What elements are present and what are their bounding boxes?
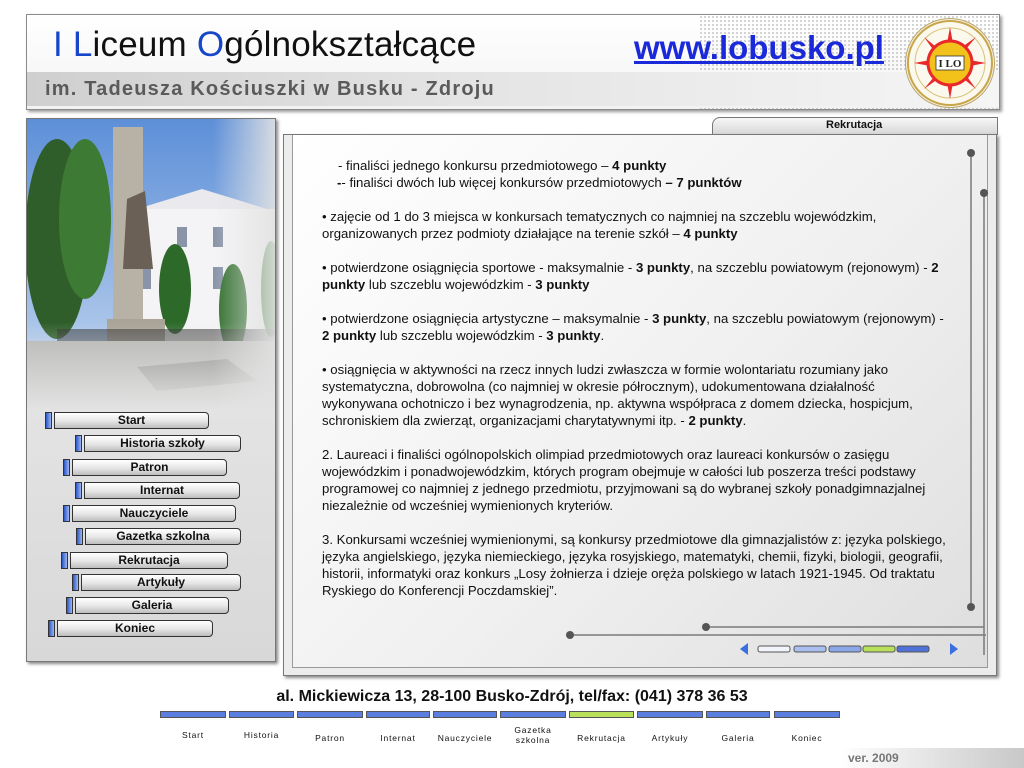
criteria-paragraph: • zajęcie od 1 do 3 miejsca w konkursach tematycznych co najmniej na szczeblu wojewódzkim, organizowanych przez podmioty działające na terenie szkół – 4 punkty (322, 209, 877, 241)
nav-label: Nauczyciele (72, 505, 236, 522)
logo-emblem (906, 19, 994, 107)
left-sidebar (26, 118, 276, 662)
footer-nav-gazetka-szkolna[interactable] (500, 711, 566, 751)
footer-nav-historia[interactable] (229, 711, 294, 751)
site-url-link[interactable]: www.lobusko.pl (634, 29, 884, 66)
nav-patron[interactable] (63, 459, 227, 476)
nav-cap (45, 412, 52, 429)
footer-nav-bar (366, 711, 430, 718)
school-address: al. Mickiewicza 13, 28-100 Busko-Zdrój, tel/fax: (041) 378 36 53 (276, 688, 748, 705)
finalist-line-1: - finaliści jednego konkursu przedmiotowego – 4 punkty (338, 158, 667, 173)
prev-arrow-icon (740, 643, 748, 655)
nav-cap (63, 459, 70, 476)
footer-nav-label: Rekrutacja (577, 733, 626, 743)
footer-nav-label: Galeria (721, 733, 755, 743)
criteria-paragraph: • osiągnięcia w aktywności na rzecz innych ludzi zwłaszcza w formie wolontariatu rozumiany jako systematyczna, dobrowolna (co najmniej w okresie półrocznym), udokumentowana działalność wykonywana ochotniczo i bez wynagrodzenia, np. aktywna współpraca z domem dziecka, hospicjum, schroniskiem dla zwierząt, organizacjami charytatywnymi itp. - 2 punkty. (322, 362, 913, 428)
title-part: iceum (92, 25, 197, 64)
footer-nav-label: Start (182, 730, 204, 740)
nav-cap (72, 574, 79, 591)
criteria-paragraph: • potwierdzone osiągnięcia sportowe - maksymalnie - 3 punkty, na szczeblu powiatowym (rejonowym) - 2 punkty lub szczeblu wojewódzkim - 3 punkty (322, 260, 939, 292)
footer-nav-bar (297, 711, 363, 718)
footer-nav-artykuly[interactable] (637, 711, 703, 751)
section-title: Rekrutacja (826, 119, 883, 131)
nav-cap (66, 597, 73, 614)
footer-nav-label: Artykuły (651, 733, 689, 743)
footer-nav-galeria[interactable] (706, 711, 770, 751)
next-arrow-icon (950, 643, 958, 655)
title-part: gólnokształcące (224, 25, 477, 64)
footer-nav-bar (774, 711, 840, 718)
footer-nav-bar (229, 711, 294, 718)
site-title (53, 25, 476, 65)
title-part: O (196, 25, 225, 64)
title-part: L (72, 25, 93, 64)
nav-nauczyciele[interactable] (63, 505, 236, 522)
nav-label: Koniec (57, 620, 213, 637)
criteria-paragraph: 3. Konkursami wcześniej wymienionymi, są konkursy przedmiotowe dla gimnazjalistów z: języka polskiego, języka angielskiego, języka niemieckiego, języka rosyjskiego, matematyki, chemii, fizyki, biologii, geografii, historii, informatyki oraz konkurs „Losy żołnierza i dzieje oręża polskiego w latach 1921-1945. Od traktatu Ryskiego do Konferencji Poczdamskiej”. (322, 532, 946, 598)
nav-label: Rekrutacja (70, 552, 228, 569)
footer-nav-internat[interactable] (366, 711, 430, 751)
version-text: ver. 2009 (848, 751, 899, 765)
article-body (322, 157, 952, 616)
nav-label: Internat (84, 482, 240, 499)
nav-label: Historia szkoły (84, 435, 241, 452)
nav-start[interactable] (45, 412, 209, 429)
nav-label: Gazetka szkolna (85, 528, 241, 545)
school-logo (905, 18, 995, 108)
nav-internat[interactable] (75, 482, 240, 499)
footer-nav-koniec[interactable] (774, 711, 840, 751)
footer-nav-label: Gazetka szkolna (514, 725, 552, 745)
footer-nav-label: Patron (315, 733, 345, 743)
pager (736, 639, 966, 659)
footer-nav-label: Historia (243, 730, 280, 740)
footer-nav-patron[interactable] (297, 711, 363, 751)
version-badge (840, 748, 1024, 768)
nav-artykuly[interactable] (72, 574, 241, 591)
school-patron-subtitle: im. Tadeusza Kościuszki w Busku - Zdroju (45, 78, 495, 100)
footer-nav-bar (569, 711, 634, 718)
footer-nav-label: Koniec (791, 733, 823, 743)
footer-nav-start[interactable] (160, 711, 226, 751)
footer-nav-bar (160, 711, 226, 718)
footer-nav-bar (500, 711, 566, 718)
finalist-line-2: -- finaliści dwóch lub więcej konkursów przedmiotowych – 7 punktów (337, 175, 742, 190)
school-photo (27, 119, 275, 409)
nav-galeria[interactable] (66, 597, 229, 614)
nav-cap (48, 620, 55, 637)
footer-nav-bar (637, 711, 703, 718)
footer-nav-label: Nauczyciele (437, 733, 493, 743)
nav-historia-szkoly[interactable] (75, 435, 241, 452)
nav-label: Patron (72, 459, 227, 476)
footer-nav-nauczyciele[interactable] (433, 711, 497, 751)
nav-label: Galeria (75, 597, 229, 614)
footer-nav-bar (433, 711, 497, 718)
nav-label: Start (54, 412, 209, 429)
nav-koniec[interactable] (48, 620, 213, 637)
footer-nav-label: Internat (380, 733, 416, 743)
footer-nav-rekrutacja[interactable] (569, 711, 634, 751)
nav-cap (76, 528, 83, 545)
criteria-paragraph: 2. Laureaci i finaliści ogólnopolskich olimpiad przedmiotowych oraz laureaci konkursów o zasięgu wojewódzkim i ponadwojewódzkim, których program obejmuje w całości lub poszerza treści podstawy programowej co najmniej z jednego przedmiotu, przyjmowani są do wybranej szkoły ponadgimnazjalnej niezależnie od wcześniej wymienionych kryteriów. (322, 447, 926, 513)
criteria-paragraph: • potwierdzone osiągnięcia artystyczne – maksymalnie - 3 punkty, na szczeblu powiatowym (rejonowym) - 2 punkty lub szczeblu wojewódzkim - 3 punkty. (322, 311, 944, 343)
nav-cap (61, 552, 68, 569)
footer-nav-bar (706, 711, 770, 718)
site-header (26, 14, 1000, 110)
nav-label: Artykuły (81, 574, 241, 591)
nav-cap (75, 435, 82, 452)
nav-cap (75, 482, 82, 499)
nav-cap (63, 505, 70, 522)
nav-rekrutacja[interactable] (61, 552, 228, 569)
nav-gazetka-szkolna[interactable] (76, 528, 241, 545)
title-part: I (53, 25, 63, 64)
logo-text: I LO (938, 58, 962, 70)
